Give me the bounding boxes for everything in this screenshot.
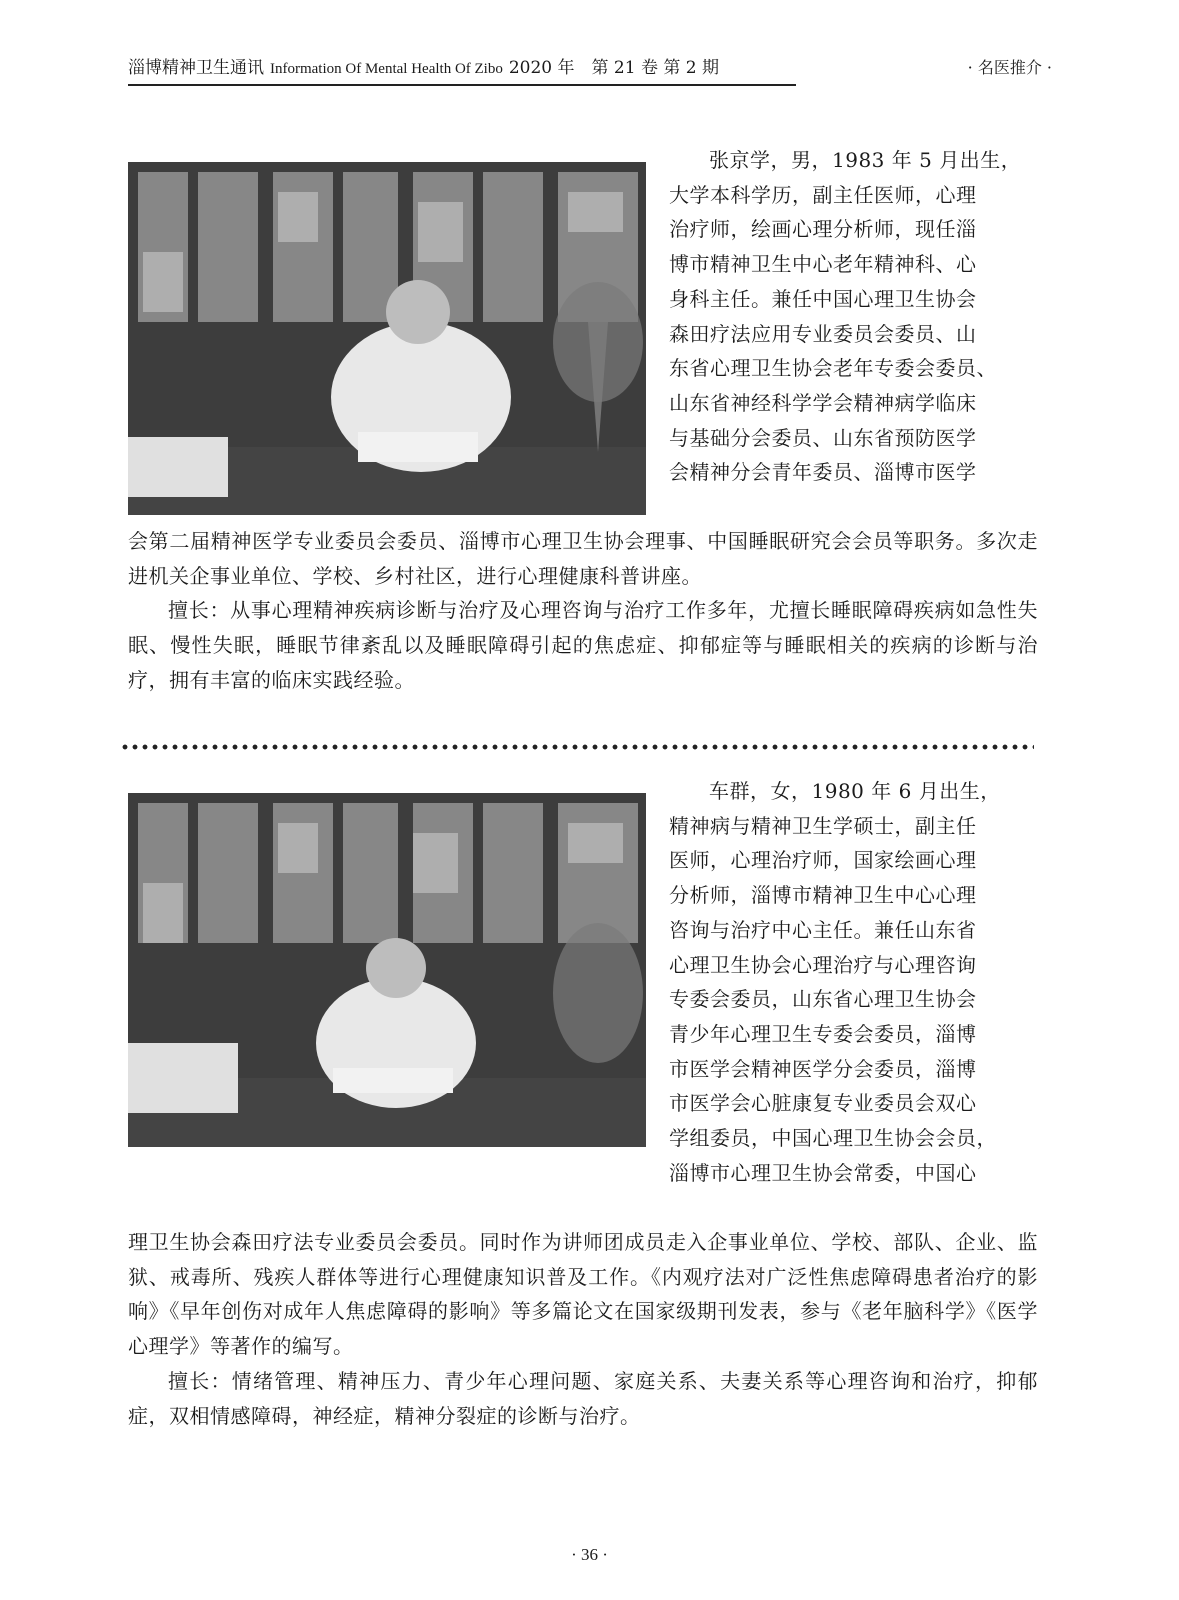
journal-title-en: Information Of Mental Health Of Zibo xyxy=(270,61,503,77)
doctor2-specialty: 擅长：情绪管理、精神压力、青少年心理问题、家庭关系、夫妻关系等心理咨询和治疗，抑郁症，双相情感障碍，神经症，精神分裂症的诊断与治疗。 xyxy=(128,1368,1038,1428)
doctor2-intro-line: 车群，女，1980 年 6 月出生， xyxy=(709,779,1001,803)
doctor1-intro-line: 大学本科学历，副主任医师，心理 xyxy=(669,182,977,207)
doctor1-intro-line: 与基础分会委员、山东省预防医学 xyxy=(669,425,977,450)
doctor1-intro-line: 身科主任。兼任中国心理卫生协会 xyxy=(669,286,977,311)
doctor1-intro-line: 治疗师，绘画心理分析师，现任淄 xyxy=(669,217,977,242)
doctor2-intro-line: 医师，心理治疗师，国家绘画心理 xyxy=(669,848,977,873)
doctor2-intro-line: 咨询与治疗中心主任。兼任山东省 xyxy=(669,917,977,942)
doctor1-intro-line: 博市精神卫生中心老年精神科、心 xyxy=(669,252,977,277)
doctor2-intro-line: 精神病与精神卫生学硕士，副主任 xyxy=(669,813,977,838)
doctor2-photo-image xyxy=(128,793,646,1147)
section-label: · 名医推介 · xyxy=(967,58,1052,77)
doctor1-intro xyxy=(669,143,1059,490)
dotted-divider xyxy=(120,744,1034,750)
doctor1-intro-line: 张京学，男，1983 年 5 月出生， xyxy=(709,148,1022,172)
doctor1-specialty: 擅长：从事心理精神疾病诊断与治疗及心理咨询与治疗工作多年，尤擅长睡眠障碍疾病如急性失眠、慢性失眠，睡眠节律紊乱以及睡眠障碍引起的焦虑症、抑郁症等与睡眠相关的疾病的诊断与治疗，拥有丰富的临床实践经验。 xyxy=(128,598,1038,692)
doctor2-intro-line: 专委会委员，山东省心理卫生协会 xyxy=(669,987,977,1012)
doctor2-continuation: 理卫生协会森田疗法专业委员会委员。同时作为讲师团成员走入企事业单位、学校、部队、企业、监狱、戒毒所、残疾人群体等进行心理健康知识普及工作。《内观疗法对广泛性焦虑障碍患者治疗的影响》《早年创伤对成年人焦虑障碍的影响》等多篇论文在国家级期刊发表，参与《老年脑科学》《医学心理学》等著作的编写。 xyxy=(128,1230,1038,1359)
doctor2-intro-line: 市医学会精神医学分会委员，淄博 xyxy=(669,1056,977,1081)
doctor2-intro-line: 心理卫生协会心理治疗与心理咨询 xyxy=(669,952,977,977)
doctor2-body xyxy=(128,1225,1038,1433)
doctor2-photo xyxy=(128,793,646,1147)
doctor1-intro-line: 森田疗法应用专业委员会委员、山 xyxy=(669,321,977,346)
doctor2-intro-line: 市医学会心脏康复专业委员会双心 xyxy=(669,1091,977,1116)
doctor1-intro-line: 山东省神经科学学会精神病学临床 xyxy=(669,390,977,415)
doctor1-body xyxy=(128,524,1038,698)
doctor1-photo xyxy=(128,162,646,515)
journal-title xyxy=(128,56,796,86)
doctor2-intro-line: 淄博市心理卫生协会常委，中国心 xyxy=(669,1160,977,1185)
doctor2-intro xyxy=(669,774,1059,1190)
doctor2-intro-line: 分析师，淄博市精神卫生中心心理 xyxy=(669,883,977,908)
doctor1-intro-line: 东省心理卫生协会老年专委会委员、 xyxy=(669,356,997,381)
page-header xyxy=(128,52,1052,88)
doctor2-intro-line: 学组委员，中国心理卫生协会会员， xyxy=(669,1126,997,1151)
journal-title-cn: 淄博精神卫生通讯 xyxy=(128,58,264,78)
doctor1-intro-line: 会精神分会青年委员、淄博市医学 xyxy=(669,460,977,485)
doctor1-photo-image xyxy=(128,162,646,515)
journal-issue: 2020 年 第 21 卷 第 2 期 xyxy=(508,58,719,78)
page-number: · 36 · xyxy=(571,1545,608,1564)
doctor1-continuation: 会第二届精神医学专业委员会委员、淄博市心理卫生协会理事、中国睡眠研究会会员等职务。多次走进机关企事业单位、学校、乡村社区，进行心理健康科普讲座。 xyxy=(128,529,1038,588)
doctor2-intro-line: 青少年心理卫生专委会委员，淄博 xyxy=(669,1021,977,1046)
